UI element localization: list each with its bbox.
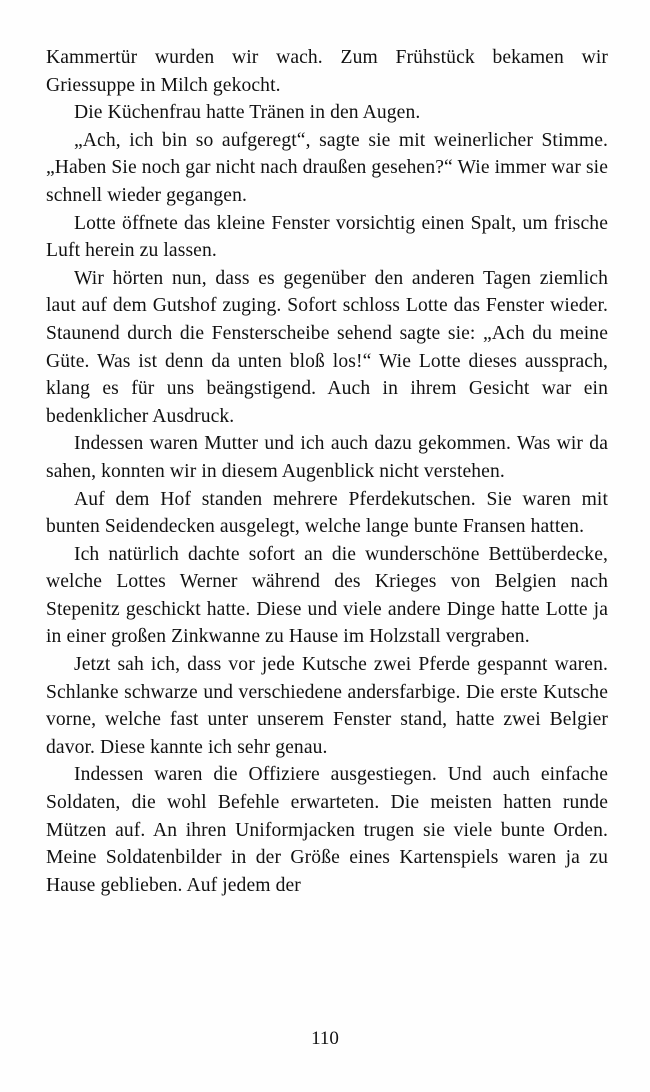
page-number: 110 xyxy=(311,1028,339,1049)
paragraph-7: Auf dem Hof standen mehrere Pferdekutschen. Sie waren mit bunten Seidendecken ausgelegt, welche lange bunte Fransen hatten. xyxy=(46,488,608,538)
body-text xyxy=(46,44,608,899)
paragraph-2: Die Küchenfrau hatte Tränen in den Augen. xyxy=(74,102,421,124)
paragraph-9: Jetzt sah ich, dass vor jede Kutsche zwei Pferde gespannt waren. Schlanke schwarze und verschiedene andersfarbige. Die erste Kutsche vorne, welche fast unter unserem Fenster stand, hatte zwei Belgier davor. Diese kannte ich sehr genau. xyxy=(46,654,608,758)
paragraph-6: Indessen waren Mutter und ich auch dazu gekommen. Was wir da sahen, konnten wir in diesem Augenblick nicht verstehen. xyxy=(46,433,608,482)
paragraph-4: Lotte öffnete das kleine Fenster vorsichtig einen Spalt, um frische Luft herein zu lassen. xyxy=(46,212,608,262)
paragraph-5: Wir hörten nun, dass es gegenüber den anderen Tagen ziemlich laut auf dem Gutshof zuging. Sofort schloss Lotte das Fenster wieder. Staunend durch die Fensterscheibe sehend sagte sie: „Ach du meine Güte. Was ist denn da unten bloß los!“ Wie Lotte dieses aussprach, klang es für uns beängstigend. Auch in ihrem Gesicht war ein bedenklicher Ausdruck. xyxy=(46,267,608,427)
paragraph-1: Kammertür wurden wir wach. Zum Frühstück bekamen wir Griessuppe in Milch gekocht. xyxy=(46,47,608,96)
paragraph-10: Indessen waren die Offiziere ausgestiegen. Und auch einfache Soldaten, die wohl Befehle erwarteten. Die meisten hatten runde Mützen auf. An ihren Uniformjacken trugen sie viele bunte Orden. Meine Soldatenbilder in der Größe eines Kartenspiels waren ja zu Hause geblieben. Auf jedem der xyxy=(46,764,608,896)
paragraph-3: „Ach, ich bin so aufgeregt“, sagte sie mit weinerlicher Stimme. „Haben Sie noch gar nicht nach draußen gesehen?“ Wie immer war sie schnell wieder gegangen. xyxy=(46,129,609,206)
paragraph-8: Ich natürlich dachte sofort an die wunderschöne Bettüberdecke, welche Lottes Werner während des Krieges von Belgien nach Stepenitz geschickt hatte. Diese und viele andere Dinge hatte Lotte ja in einer großen Zinkwanne zu Hause im Holzstall vergraben. xyxy=(46,543,608,648)
